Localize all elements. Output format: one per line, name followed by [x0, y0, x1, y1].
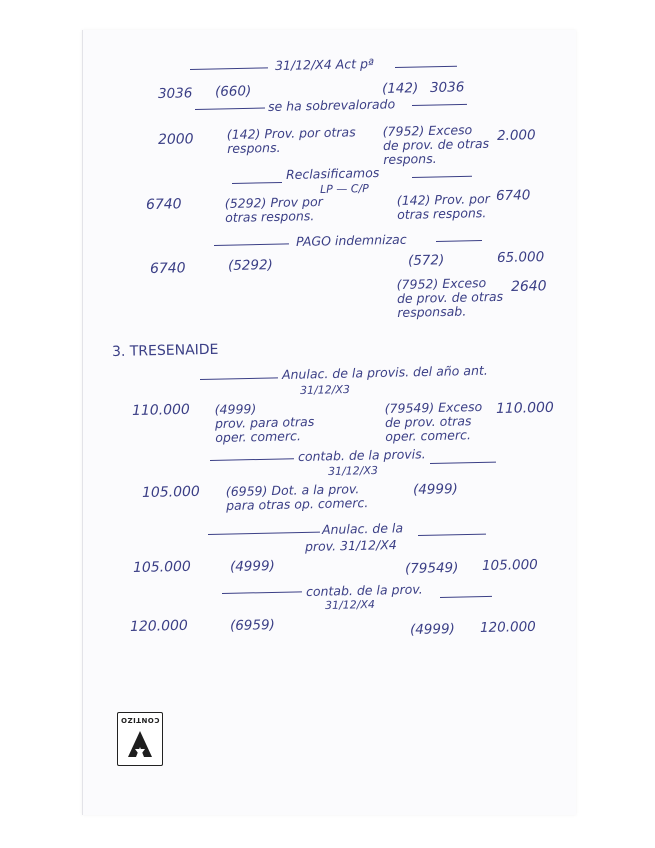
logo-mark-icon — [126, 729, 154, 759]
debit-account-text: (142) Prov. por otras respons. — [226, 124, 356, 156]
entry-date: 31/12/X4 — [324, 597, 376, 612]
debit-amount: 6740 — [145, 196, 182, 213]
debit-account-text: (6959) Dot. a la prov. para otras op. comerc. — [225, 481, 369, 513]
credit-account: (79549) — [404, 559, 459, 577]
debit-account-text: (4999) prov. para otras oper. comerc. — [214, 401, 315, 445]
entry-title: Anulac. de la — [321, 520, 404, 537]
debit-amount: 6740 — [149, 260, 186, 277]
credit-account: (142) — [381, 80, 419, 97]
credit-account-text: (79549) Exceso de prov. otras oper. comerc. — [384, 398, 483, 444]
debit-account: (5292) — [227, 257, 274, 274]
debit-amount: 105.000 — [141, 483, 201, 501]
entry-date-header: 31/12/X4 Act pª — [274, 55, 374, 73]
entry-title: PAGO indemnizac — [295, 231, 407, 249]
entry-subtitle: LP — C/P — [319, 181, 369, 196]
entry-date: 31/12/X3 — [299, 382, 351, 397]
debit-account: (660) — [214, 83, 252, 100]
entry-title: Anulac. de la provis. del año ant. — [281, 362, 488, 382]
credit-account-text: (7952) Exceso de prov. de otras responsab. — [396, 275, 504, 320]
entry-date: 31/12/X3 — [327, 463, 379, 478]
debit-amount: 2000 — [157, 131, 194, 148]
brand-logo — [117, 712, 163, 766]
credit-amount: 6740 — [495, 187, 531, 204]
brand-logo-text: CONTIZO — [120, 716, 160, 724]
credit-amount: 110.000 — [495, 399, 555, 417]
debit-amount: 3036 — [157, 85, 193, 102]
credit-account: (572) — [407, 252, 445, 269]
credit-account: (4999) — [412, 481, 459, 498]
debit-amount: 105.000 — [132, 558, 192, 576]
entry-title: se ha sobrevalorado — [267, 96, 396, 114]
entry-title: Reclasificamos — [285, 165, 380, 182]
debit-account-text: (5292) Prov por otras respons. — [224, 193, 323, 225]
credit-account: (4999) — [409, 621, 456, 638]
entry-title: contab. de la provis. — [297, 446, 426, 464]
debit-account: (6959) — [229, 617, 276, 634]
credit-amount: 2.000 — [496, 127, 536, 144]
debit-account: (4999) — [229, 558, 276, 575]
credit-amount: 105.000 — [481, 556, 538, 574]
debit-amount: 120.000 — [129, 617, 189, 635]
credit-amount: 120.000 — [479, 618, 536, 636]
credit-amount: 65.000 — [496, 249, 545, 266]
credit-amount: 2640 — [510, 278, 547, 295]
section-heading: 3. TRESENAIDE — [111, 341, 219, 360]
credit-amount: 3036 — [429, 79, 465, 96]
entry-title: contab. de la prov. — [305, 581, 423, 599]
credit-account-text: (142) Prov. por otras respons. — [396, 191, 490, 222]
entry-date: prov. 31/12/X4 — [304, 537, 397, 554]
debit-amount: 110.000 — [131, 401, 191, 419]
credit-account-text: (7952) Exceso de prov. de otras respons. — [382, 122, 490, 167]
